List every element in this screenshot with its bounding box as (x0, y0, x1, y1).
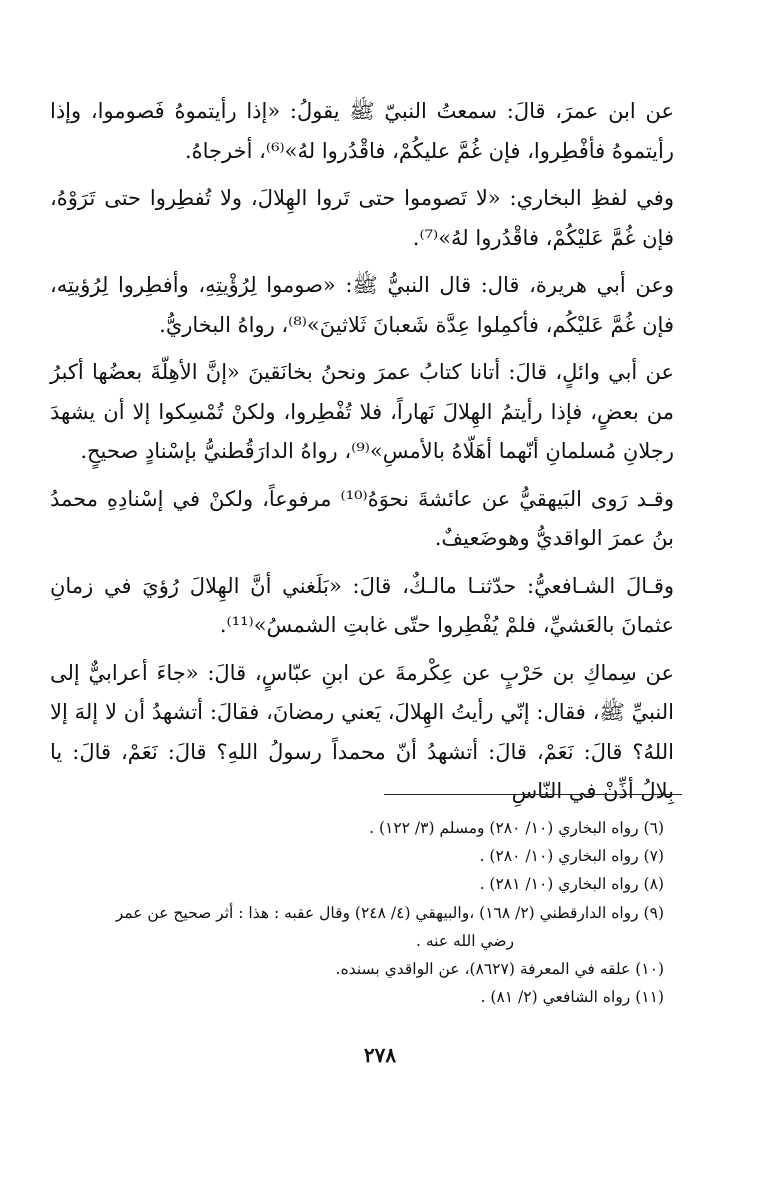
footnotes (52, 814, 664, 1011)
footnote: (١١) رواه الشافعي (٢/ ٨١) . (480, 988, 664, 1007)
footnote-divider (384, 794, 682, 795)
paragraph: وقـالَ الشـافعيُّ: حدّثنـا مالـكٌ، قالَ: «بَلَغني أنَّ الهِلالَ رُؤيَ في زمانِ عثمانَ بالعَشيِّ، فلمْ يُفْطِروا حتّى غابتِ الشمسُ»⁽¹¹⁾. (50, 573, 674, 637)
page-number: ٢٧٨ (363, 1043, 397, 1067)
footnote: (٩) رواه الدارقطني (٢/ ١٦٨) ،والبيهقي (٤/ ٢٤٨) وقال عقبه : هذا : أثر صحيح عن عمر (115, 903, 664, 922)
footnote-continuation: رضي الله عنه . (416, 931, 514, 950)
paragraph: وعن أبي هريرة، قال: قال النبيُّ ﷺ: «صوموا لِرُؤْيتِهِ، وأفطِروا لِرُؤيتِه، فإن غُمَّ عَليْكُم، فأكمِلوا عِدَّة شَعبانَ ثَلاثينَ»⁽⁸⁾، رواهُ البخاريُّ. (50, 273, 674, 337)
paragraph: وقـد رَوى البَيهقيُّ عن عائشةَ نحوَهُ⁽¹⁰⁾ مرفوعاً، ولكنْ في إسْنادِهِ محمدُ بنُ عمرَ الواقديُّ وهوضَعيفٌ. (50, 486, 674, 550)
paragraph: وفي لفظِ البخاري: «لا تَصوموا حتى تَروا الهِلالَ، ولا تُفطِروا حتى تَرَوْهُ، فإن غُمَّ عَليْكُمْ، فاقْدُروا لهُ»⁽⁷⁾. (50, 186, 674, 250)
footnote: (٧) رواه البخاري (١٠/ ٢٨٠) . (479, 847, 664, 866)
footnote: (١٠) علقه في المعرفة (٨٦٢٧)، عن الواقدي بسنده. (335, 960, 664, 979)
paragraph: عن أبي وائلٍ، قالَ: أتانا كتابُ عمرَ ونحنُ بخانَقينَ «إنَّ الأهِلّةَ بعضُها أكبرُ من بعضٍ، فإذا رأيتمُ الهِلالَ نَهاراً، فلا تُفْطِروا، ولكنْ تُمْسِكوا إلا أن يشهدَ رجلانِ مُسلمانِ أنّهما أهَلّاهُ بالأمسِ»⁽⁹⁾، رواهُ الدارَقُطنيُّ بإسْنادٍ صحيحٍ. (50, 360, 674, 463)
paragraph: عن ابن عمرَ، قالَ: سمعتُ النبيّ ﷺ يقولُ: «إذا رأيتموهُ فَصوموا، وإذا رأيتموهُ فأفْطِروا، فإن غُمَّ عليكُمْ، فاقْدُروا لهُ»⁽⁶⁾، أخرجاهُ. (50, 99, 674, 163)
paragraph: عن سِماكِ بن حَرْبٍ عن عِكْرمةَ عن ابنِ عبّاسٍ، قالَ: «جاءَ أعرابيٌّ إلى النبيِّ ﷺ، فقال: إنّي رأيتُ الهِلالَ، يَعني رمضانَ، فقالَ: أتشهدُ أن لا إلهَ إلا اللهُ؟ قالَ: نَعَمْ، قالَ: أتشهدُ أنّ محمداً رسولُ اللهِ؟ قالَ: نَعَمْ، قالَ: يا بِلالُ أذِّنْ في النّاسِ (50, 660, 674, 803)
main-text (50, 92, 674, 820)
footnote: (٦) رواه البخاري (١٠/ ٢٨٠) ومسلم (٣/ ١٢٢) . (369, 819, 664, 837)
footnote: (٨) رواه البخاري (١٠/ ٢٨١) . (479, 875, 664, 894)
